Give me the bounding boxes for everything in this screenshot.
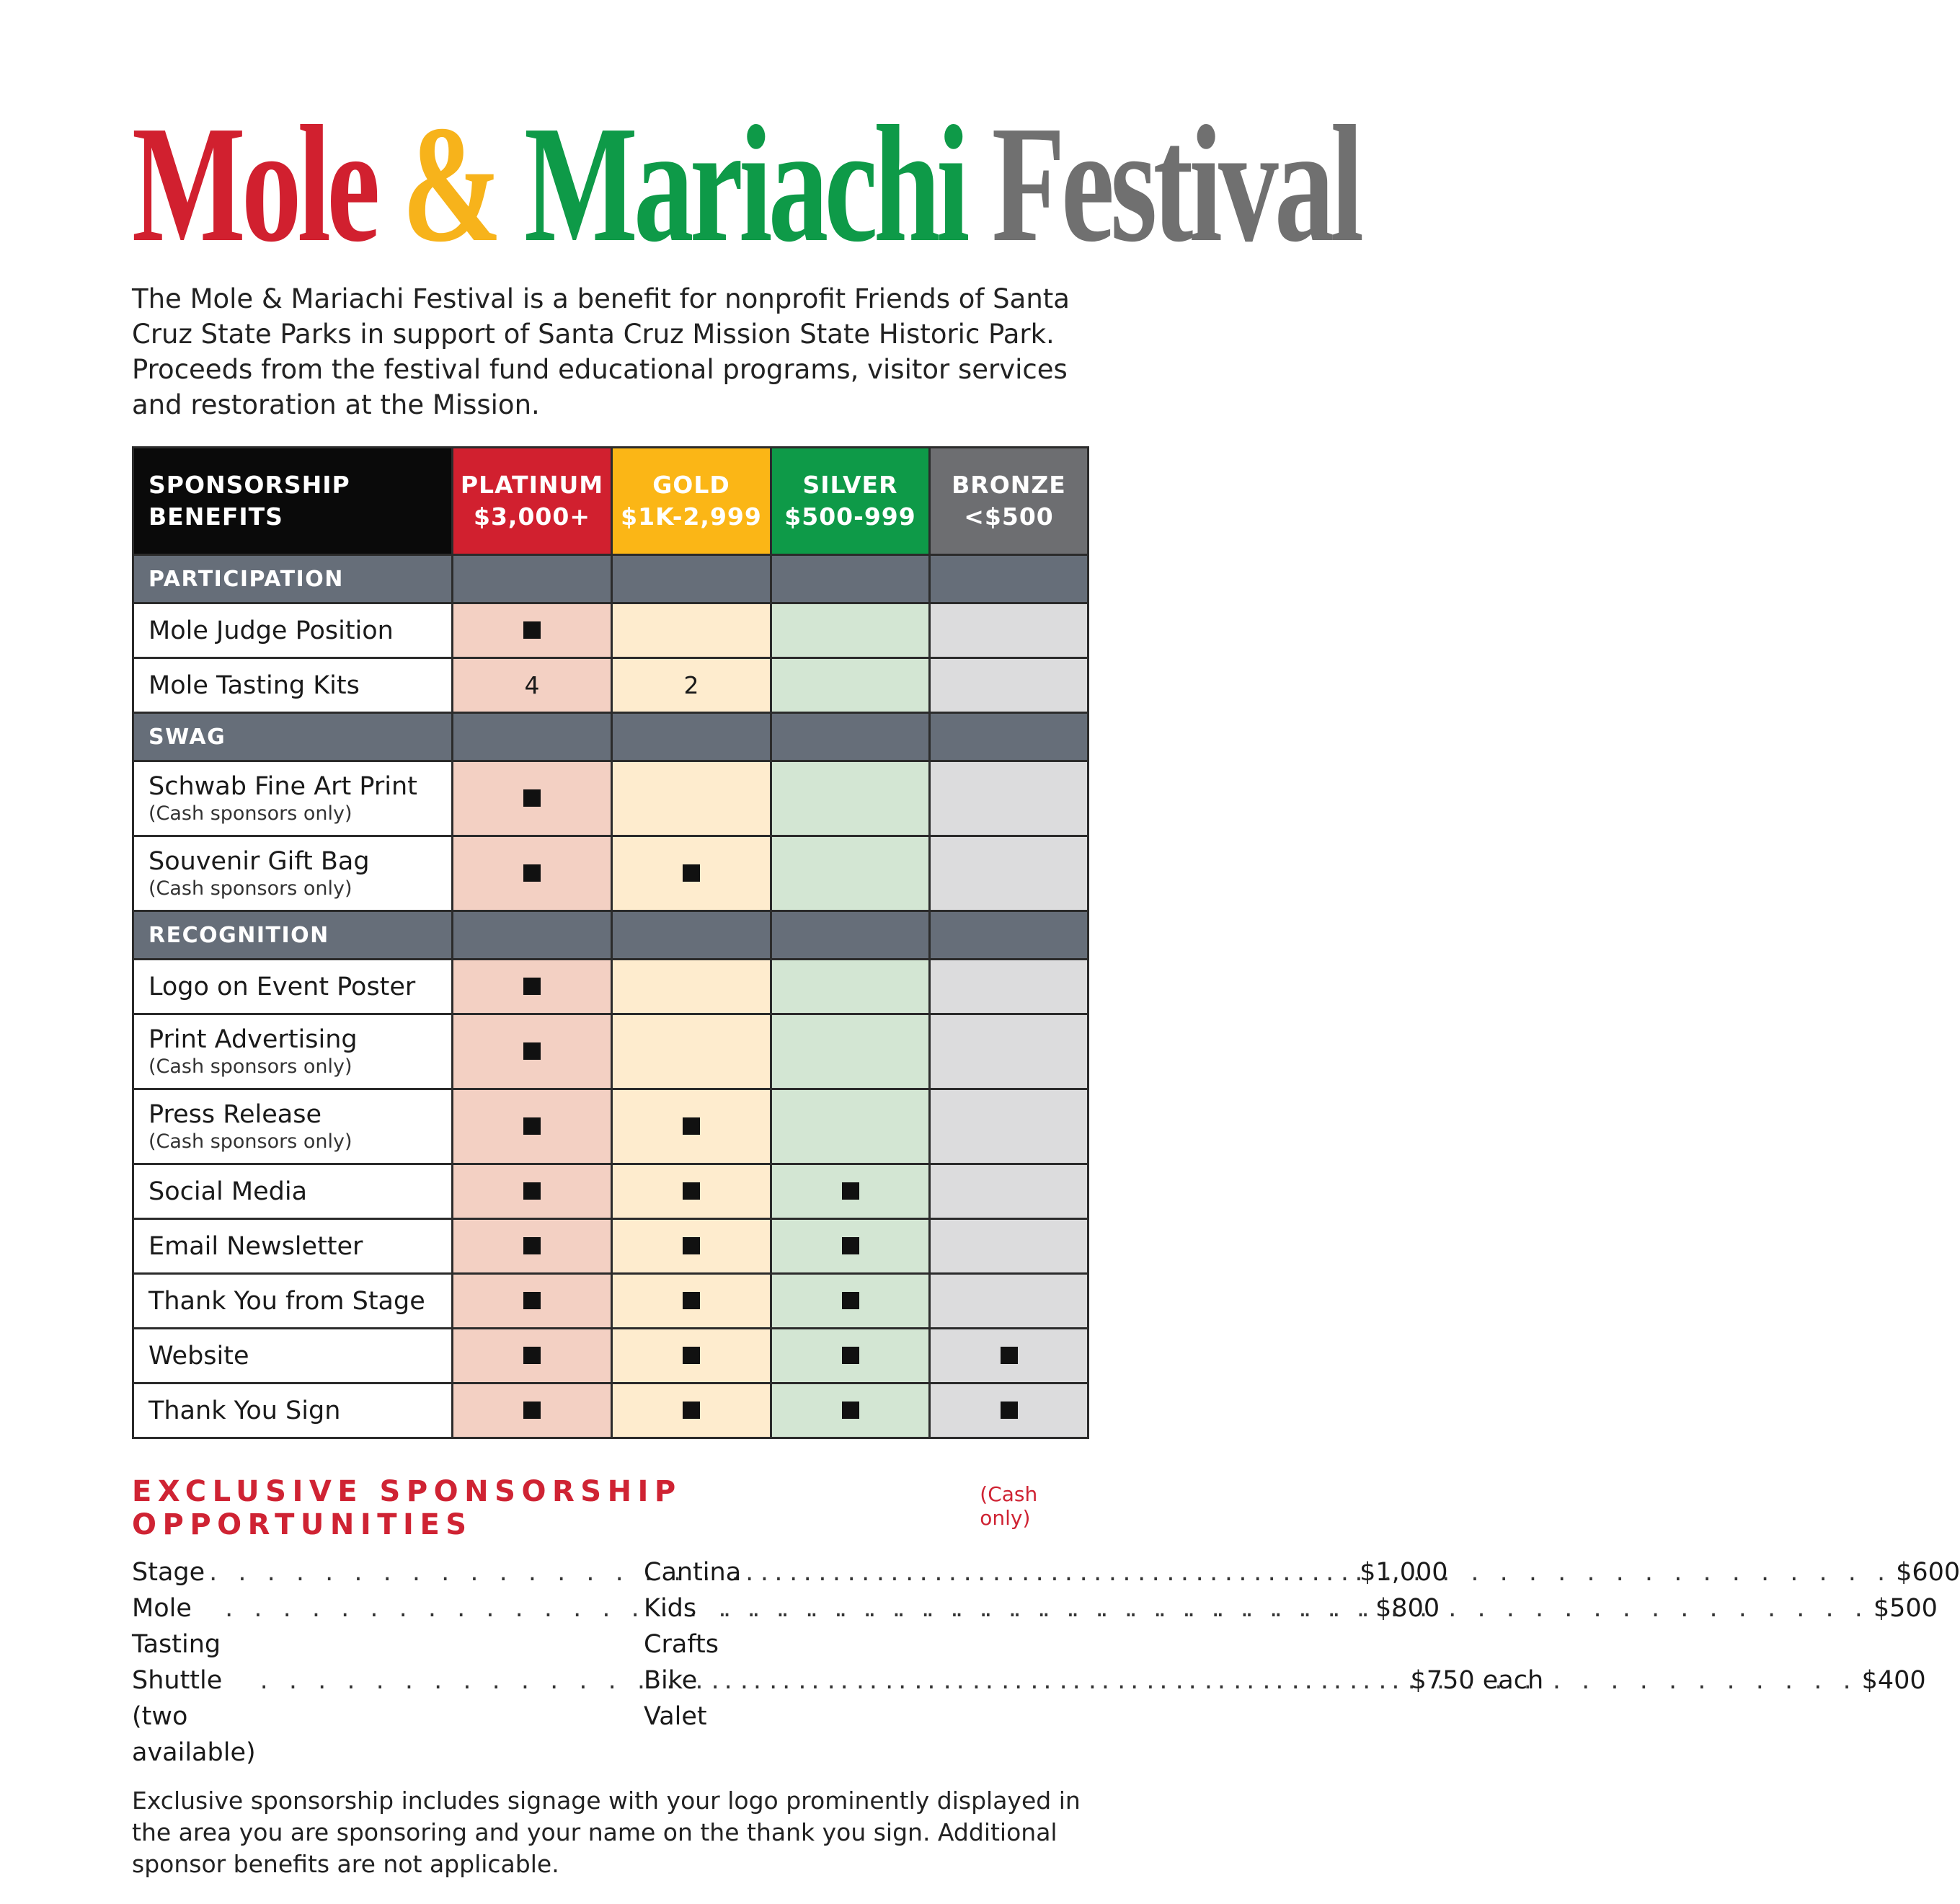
cell-silver: [771, 1274, 930, 1329]
dot-leader: [723, 1590, 1869, 1626]
section-cell: [453, 555, 612, 603]
cell-silver: [771, 1164, 930, 1219]
section-cell: [771, 713, 930, 761]
tier-name: PLATINUM: [460, 471, 604, 499]
cell-platinum: [453, 960, 612, 1014]
table-row: [133, 960, 1088, 1014]
title-ampersand: &: [402, 92, 499, 277]
cell-bronze: [930, 1274, 1088, 1329]
table-row: [133, 1383, 1088, 1438]
filled-square-icon: [842, 1182, 859, 1200]
cell-platinum: [453, 1089, 612, 1164]
cell-bronze: [930, 1329, 1088, 1383]
cell-silver: [771, 603, 930, 658]
exclusive-title: EXCLUSIVE SPONSORSHIP OPPORTUNITIES: [132, 1475, 682, 1541]
row-label-text: Schwab Fine Art Print: [148, 772, 417, 801]
filled-square-icon: [523, 978, 541, 995]
cell-gold: 2: [612, 658, 771, 713]
festival-title: [132, 92, 1360, 277]
cell-silver: [771, 1014, 930, 1089]
item-name: Stage: [132, 1558, 205, 1587]
table-row: [133, 658, 1088, 713]
item-name: Cantina: [644, 1558, 742, 1587]
item-price: $800: [1375, 1594, 1440, 1623]
filled-square-icon: [523, 1402, 541, 1419]
row-label: [133, 1014, 453, 1089]
cell-gold: [612, 960, 771, 1014]
cell-bronze: [930, 1383, 1088, 1438]
section-cell: [453, 911, 612, 960]
table-row: [133, 836, 1088, 911]
title-word-mole: Mole: [132, 92, 376, 277]
filled-square-icon: [683, 1237, 700, 1254]
cell-silver: [771, 1329, 930, 1383]
row-label-text: Print Advertising: [148, 1025, 358, 1054]
header-tier-gold: [612, 448, 771, 555]
header-tier-silver: [771, 448, 930, 555]
filled-square-icon: [842, 1237, 859, 1254]
sponsorship-benefits-table: [132, 446, 1089, 1439]
cell-gold: [612, 1164, 771, 1219]
filled-square-icon: [523, 1117, 541, 1135]
cell-platinum: [453, 761, 612, 836]
table-row: [133, 1219, 1088, 1274]
intro-paragraph: The Mole & Mariachi Festival is a benefit for nonprofit Friends of Santa Cruz State Parks in support of Santa Cruz Mission State Historic Park. Proceeds from the festival fund educational programs, visitor services and restoration at the Mission.: [132, 283, 1070, 420]
cell-silver: [771, 1219, 930, 1274]
cell-silver: [771, 836, 930, 911]
section-cell: [930, 713, 1088, 761]
item-price: $750 each: [1410, 1666, 1544, 1695]
cell-platinum: [453, 1274, 612, 1329]
filled-square-icon: [842, 1402, 859, 1419]
filled-square-icon: [523, 1182, 541, 1200]
filled-square-icon: [683, 1347, 700, 1364]
cell-gold: [612, 1274, 771, 1329]
row-label: Logo on Event Poster: [133, 960, 453, 1014]
cell-bronze: [930, 1164, 1088, 1219]
header-label-line2: BENEFITS: [148, 502, 283, 531]
cell-silver: [771, 761, 930, 836]
filled-square-icon: [842, 1292, 859, 1309]
tier-name: GOLD: [652, 471, 730, 499]
section-label: RECOGNITION: [133, 911, 453, 960]
filled-square-icon: [523, 1347, 541, 1364]
filled-square-icon: [1001, 1347, 1018, 1364]
section-cell: [612, 555, 771, 603]
title-word-festival: Festival: [991, 92, 1360, 277]
table-row: [133, 1164, 1088, 1219]
tier-name: SILVER: [802, 471, 898, 499]
section-cell: [771, 555, 930, 603]
flyer: [132, 92, 1960, 1904]
cell-bronze: [930, 658, 1088, 713]
cell-platinum: [453, 1383, 612, 1438]
row-label-note: (Cash sponsors only): [148, 877, 352, 900]
cell-silver: [771, 1089, 930, 1164]
cell-bronze: [930, 836, 1088, 911]
row-label: Email Newsletter: [133, 1219, 453, 1274]
item-name: Bike Valet: [644, 1666, 707, 1731]
cell-gold: [612, 1383, 771, 1438]
cell-platinum: [453, 603, 612, 658]
row-label: [133, 836, 453, 911]
filled-square-icon: [523, 1237, 541, 1254]
dot-leader: [711, 1662, 1858, 1699]
dot-leader: [745, 1554, 1892, 1590]
table-row: [133, 603, 1088, 658]
cell-gold: [612, 1329, 771, 1383]
cell-silver: [771, 1383, 930, 1438]
item-price: $500: [1873, 1594, 1938, 1623]
tier-range: $1K-2,999: [621, 502, 762, 531]
cell-bronze: [930, 603, 1088, 658]
filled-square-icon: [1001, 1402, 1018, 1419]
cell-gold: [612, 1219, 771, 1274]
filled-square-icon: [683, 1117, 700, 1135]
item-price: $400: [1861, 1666, 1926, 1695]
tier-name: BRONZE: [952, 471, 1066, 499]
cell-gold: [612, 1014, 771, 1089]
tier-range: $500-999: [784, 502, 916, 531]
cell-gold: [612, 1089, 771, 1164]
header-tier-bronze: [930, 448, 1088, 555]
cell-gold: [612, 761, 771, 836]
section-row-participation: [133, 555, 1088, 603]
section-cell: [612, 713, 771, 761]
table-row: [133, 761, 1088, 836]
row-label-text: Press Release: [148, 1100, 322, 1129]
filled-square-icon: [683, 1402, 700, 1419]
header-benefits-label: [133, 448, 453, 555]
cell-platinum: [453, 1014, 612, 1089]
table-header-row: [133, 448, 1088, 555]
item-name: Mole Tasting: [132, 1594, 221, 1659]
filled-square-icon: [683, 864, 700, 882]
section-label: PARTICIPATION: [133, 555, 453, 603]
item-name: Kids Crafts: [644, 1594, 719, 1659]
title-word-mariachi: Mariachi: [524, 92, 966, 277]
exclusive-footer-note: Exclusive sponsorship includes signage with your logo prominently displayed in the area you are sponsoring and your name on the thank you sign. Additional sponsor benefits are not applicable.: [132, 1786, 1081, 1878]
filled-square-icon: [523, 864, 541, 882]
row-label: [133, 1089, 453, 1164]
cell-silver: [771, 960, 930, 1014]
filled-square-icon: [523, 621, 541, 639]
table-row: [133, 1274, 1088, 1329]
row-label: Mole Judge Position: [133, 603, 453, 658]
table-row: [133, 1329, 1088, 1383]
row-label-note: (Cash sponsors only): [148, 802, 352, 825]
cell-bronze: [930, 761, 1088, 836]
filled-square-icon: [842, 1347, 859, 1364]
filled-square-icon: [523, 1292, 541, 1309]
row-label-text: Souvenir Gift Bag: [148, 847, 370, 876]
section-cell: [771, 911, 930, 960]
row-label: [133, 761, 453, 836]
row-label: Mole Tasting Kits: [133, 658, 453, 713]
cell-platinum: [453, 1164, 612, 1219]
row-label-note: (Cash sponsors only): [148, 1055, 352, 1078]
section-row-recognition: [133, 911, 1088, 960]
filled-square-icon: [523, 789, 541, 807]
row-label: Social Media: [133, 1164, 453, 1219]
cell-platinum: [453, 1329, 612, 1383]
cell-platinum: [453, 836, 612, 911]
row-label: Website: [133, 1329, 453, 1383]
cell-platinum: 4: [453, 658, 612, 713]
row-label: Thank You from Stage: [133, 1274, 453, 1329]
header-label-line1: SPONSORSHIP: [148, 471, 350, 499]
section-row-swag: [133, 713, 1088, 761]
header-tier-platinum: [453, 448, 612, 555]
cell-platinum: [453, 1219, 612, 1274]
table-row: [133, 1089, 1088, 1164]
cell-gold: [612, 836, 771, 911]
filled-square-icon: [683, 1292, 700, 1309]
cell-bronze: [930, 1014, 1088, 1089]
cell-gold: [612, 603, 771, 658]
row-label-note: (Cash sponsors only): [148, 1130, 352, 1153]
section-label: SWAG: [133, 713, 453, 761]
item-price: $600: [1896, 1558, 1960, 1587]
exclusive-note: (Cash only): [980, 1482, 1038, 1530]
section-cell: [453, 713, 612, 761]
section-cell: [930, 555, 1088, 603]
filled-square-icon: [523, 1042, 541, 1060]
tier-range: <$500: [964, 502, 1054, 531]
item-name: Shuttle (two available): [132, 1666, 256, 1767]
section-cell: [612, 911, 771, 960]
cell-bronze: [930, 1219, 1088, 1274]
row-label: Thank You Sign: [133, 1383, 453, 1438]
cell-bronze: [930, 960, 1088, 1014]
tier-range: $3,000+: [474, 502, 590, 531]
exclusive-price-list: [132, 1554, 1960, 1771]
filled-square-icon: [683, 1182, 700, 1200]
table-row: [133, 1014, 1088, 1089]
section-cell: [930, 911, 1088, 960]
exclusive-heading: [132, 1475, 1087, 1541]
item-price: $1,000: [1360, 1558, 1448, 1587]
cell-bronze: [930, 1089, 1088, 1164]
cell-silver: [771, 658, 930, 713]
